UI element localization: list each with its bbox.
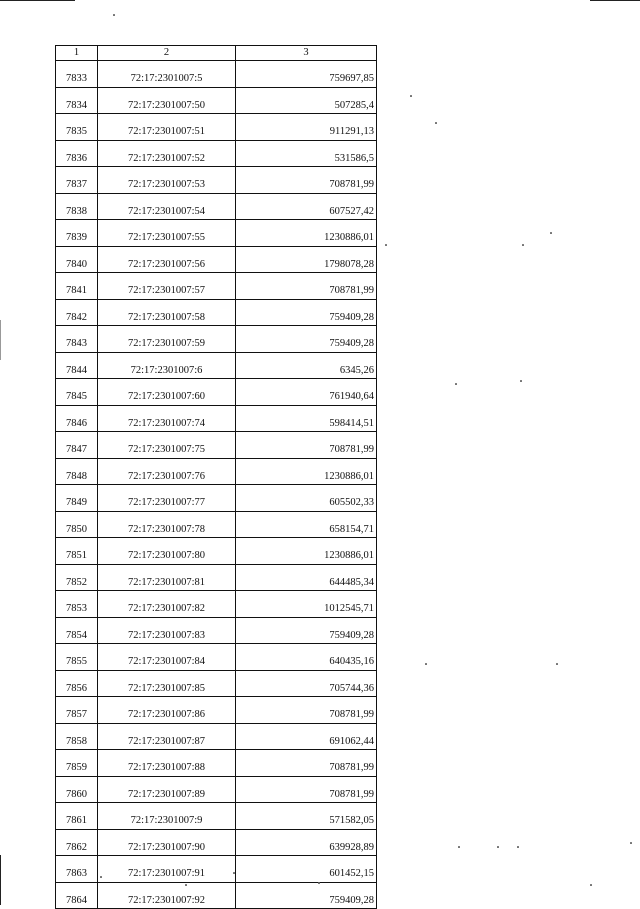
table-row (56, 856, 377, 883)
cadastral-value-cell: 598414,51 (236, 405, 377, 432)
cadastral-value-cell: 1012545,71 (236, 591, 377, 618)
cadastral-number-cell: 72:17:2301007:88 (98, 750, 236, 777)
cadastral-value-cell: 1798078,28 (236, 246, 377, 273)
cadastral-number-cell: 72:17:2301007:74 (98, 405, 236, 432)
cadastral-number-cell: 72:17:2301007:91 (98, 856, 236, 883)
scan-speck (497, 846, 499, 848)
cadastral-number-cell: 72:17:2301007:59 (98, 326, 236, 353)
row-number-cell: 7861 (56, 803, 98, 830)
row-number-cell: 7840 (56, 246, 98, 273)
scan-speck (435, 122, 437, 124)
cadastral-number-cell: 72:17:2301007:52 (98, 140, 236, 167)
row-number-cell: 7848 (56, 458, 98, 485)
scan-speck (385, 244, 387, 246)
cadastral-value-cell: 644485,34 (236, 564, 377, 591)
table-row (56, 458, 377, 485)
scan-speck (455, 383, 457, 385)
row-number-cell: 7844 (56, 352, 98, 379)
cadastral-number-cell: 72:17:2301007:80 (98, 538, 236, 565)
cadastral-number-cell: 72:17:2301007:56 (98, 246, 236, 273)
row-number-cell: 7858 (56, 723, 98, 750)
cadastral-number-cell: 72:17:2301007:85 (98, 670, 236, 697)
table-row (56, 538, 377, 565)
row-number-cell: 7856 (56, 670, 98, 697)
scan-speck (233, 872, 235, 874)
row-number-cell: 7842 (56, 299, 98, 326)
row-number-cell: 7839 (56, 220, 98, 247)
table-row (56, 750, 377, 777)
row-number-cell: 7864 (56, 882, 98, 909)
cadastral-value-cell: 507285,4 (236, 87, 377, 114)
table-row (56, 299, 377, 326)
cadastral-number-cell: 72:17:2301007:92 (98, 882, 236, 909)
cadastral-value-cell: 607527,42 (236, 193, 377, 220)
row-number-cell: 7835 (56, 114, 98, 141)
table-row (56, 193, 377, 220)
table-row (56, 379, 377, 406)
cadastral-value-cell: 1230886,01 (236, 538, 377, 565)
cadastral-number-cell: 72:17:2301007:87 (98, 723, 236, 750)
cadastral-value-cell: 601452,15 (236, 856, 377, 883)
cadastral-value-cell: 708781,99 (236, 750, 377, 777)
cadastral-number-cell: 72:17:2301007:53 (98, 167, 236, 194)
cadastral-number-cell: 72:17:2301007:82 (98, 591, 236, 618)
cadastral-value-cell: 761940,64 (236, 379, 377, 406)
row-number-cell: 7853 (56, 591, 98, 618)
cadastral-value-cell: 1230886,01 (236, 220, 377, 247)
cadastral-number-cell: 72:17:2301007:78 (98, 511, 236, 538)
scan-edge-top-right (590, 0, 640, 1)
row-number-cell: 7859 (56, 750, 98, 777)
cadastral-number-cell: 72:17:2301007:5 (98, 61, 236, 88)
table-row (56, 829, 377, 856)
row-number-cell: 7851 (56, 538, 98, 565)
table-row (56, 273, 377, 300)
cadastral-number-cell: 72:17:2301007:90 (98, 829, 236, 856)
row-number-cell: 7855 (56, 644, 98, 671)
scan-speck (410, 95, 412, 97)
scan-speck (318, 882, 320, 884)
row-number-cell: 7836 (56, 140, 98, 167)
cadastral-number-cell: 72:17:2301007:89 (98, 776, 236, 803)
scan-speck (522, 244, 524, 246)
cadastral-value-cell: 759409,28 (236, 299, 377, 326)
cadastral-number-cell: 72:17:2301007:58 (98, 299, 236, 326)
row-number-cell: 7841 (56, 273, 98, 300)
cadastral-value-cell: 759697,85 (236, 61, 377, 88)
cadastral-number-cell: 72:17:2301007:54 (98, 193, 236, 220)
row-number-cell: 7833 (56, 61, 98, 88)
cadastral-value-cell: 759409,28 (236, 326, 377, 353)
table-row (56, 670, 377, 697)
cadastral-value-cell: 708781,99 (236, 776, 377, 803)
table-row (56, 511, 377, 538)
cadastral-number-cell: 72:17:2301007:77 (98, 485, 236, 512)
cadastral-value-cell: 759409,28 (236, 882, 377, 909)
table-row (56, 485, 377, 512)
cadastral-number-cell: 72:17:2301007:50 (98, 87, 236, 114)
table-row (56, 432, 377, 459)
row-number-cell: 7860 (56, 776, 98, 803)
scan-speck (520, 380, 522, 382)
table-row (56, 87, 377, 114)
cadastral-value-cell: 658154,71 (236, 511, 377, 538)
cadastral-value-cell: 639928,89 (236, 829, 377, 856)
cadastral-value-cell: 708781,99 (236, 432, 377, 459)
cadastral-value-cell: 705744,36 (236, 670, 377, 697)
scan-edge-top-left (0, 0, 75, 1)
row-number-cell: 7852 (56, 564, 98, 591)
cadastral-number-cell: 72:17:2301007:83 (98, 617, 236, 644)
row-number-cell: 7838 (56, 193, 98, 220)
cadastral-value-cell: 691062,44 (236, 723, 377, 750)
cadastral-value-cell: 605502,33 (236, 485, 377, 512)
row-number-cell: 7846 (56, 405, 98, 432)
table-header-row (56, 46, 377, 61)
table-row (56, 564, 377, 591)
cadastral-number-cell: 72:17:2301007:55 (98, 220, 236, 247)
table-row (56, 803, 377, 830)
cadastral-number-cell: 72:17:2301007:60 (98, 379, 236, 406)
cadastral-value-cell: 531586,5 (236, 140, 377, 167)
cadastral-value-cell: 708781,99 (236, 167, 377, 194)
scan-speck (590, 884, 592, 886)
row-number-cell: 7849 (56, 485, 98, 512)
row-number-cell: 7850 (56, 511, 98, 538)
table-row (56, 644, 377, 671)
table-row (56, 723, 377, 750)
table-row (56, 352, 377, 379)
cadastral-value-cell: 911291,13 (236, 114, 377, 141)
column-header-1: 1 (56, 46, 98, 61)
cadastral-number-cell: 72:17:2301007:57 (98, 273, 236, 300)
column-header-3: 3 (236, 46, 377, 61)
row-number-cell: 7845 (56, 379, 98, 406)
table-row (56, 697, 377, 724)
scan-speck (100, 876, 102, 878)
cadastral-value-cell: 640435,16 (236, 644, 377, 671)
cadastral-number-cell: 72:17:2301007:75 (98, 432, 236, 459)
row-number-cell: 7837 (56, 167, 98, 194)
table-row (56, 591, 377, 618)
scan-edge-bottom-left (0, 855, 1, 905)
table-row (56, 776, 377, 803)
table-row (56, 326, 377, 353)
cadastral-value-cell: 708781,99 (236, 273, 377, 300)
cadastral-value-table (55, 45, 377, 909)
cadastral-number-cell: 72:17:2301007:76 (98, 458, 236, 485)
row-number-cell: 7857 (56, 697, 98, 724)
cadastral-value-cell: 708781,99 (236, 697, 377, 724)
scan-speck (517, 846, 519, 848)
table-body (56, 61, 377, 909)
cadastral-number-cell: 72:17:2301007:51 (98, 114, 236, 141)
table-row (56, 617, 377, 644)
cadastral-value-cell: 1230886,01 (236, 458, 377, 485)
cadastral-number-cell: 72:17:2301007:9 (98, 803, 236, 830)
row-number-cell: 7834 (56, 87, 98, 114)
cadastral-value-cell: 759409,28 (236, 617, 377, 644)
table-row (56, 246, 377, 273)
row-number-cell: 7863 (56, 856, 98, 883)
table-row (56, 140, 377, 167)
scan-speck (185, 884, 187, 886)
table-row (56, 61, 377, 88)
scan-speck (113, 14, 115, 16)
table-row (56, 114, 377, 141)
row-number-cell: 7843 (56, 326, 98, 353)
cadastral-number-cell: 72:17:2301007:6 (98, 352, 236, 379)
cadastral-number-cell: 72:17:2301007:81 (98, 564, 236, 591)
row-number-cell: 7862 (56, 829, 98, 856)
cadastral-value-cell: 571582,05 (236, 803, 377, 830)
row-number-cell: 7847 (56, 432, 98, 459)
scan-speck (556, 663, 558, 665)
scan-speck (630, 842, 632, 844)
scan-speck (425, 663, 427, 665)
cadastral-number-cell: 72:17:2301007:84 (98, 644, 236, 671)
cadastral-value-cell: 6345,26 (236, 352, 377, 379)
column-header-2: 2 (98, 46, 236, 61)
cadastral-number-cell: 72:17:2301007:86 (98, 697, 236, 724)
row-number-cell: 7854 (56, 617, 98, 644)
scan-edge-left (0, 320, 1, 360)
scan-speck (550, 232, 552, 234)
table-row (56, 405, 377, 432)
scan-speck (458, 846, 460, 848)
table-row (56, 167, 377, 194)
table-row (56, 220, 377, 247)
